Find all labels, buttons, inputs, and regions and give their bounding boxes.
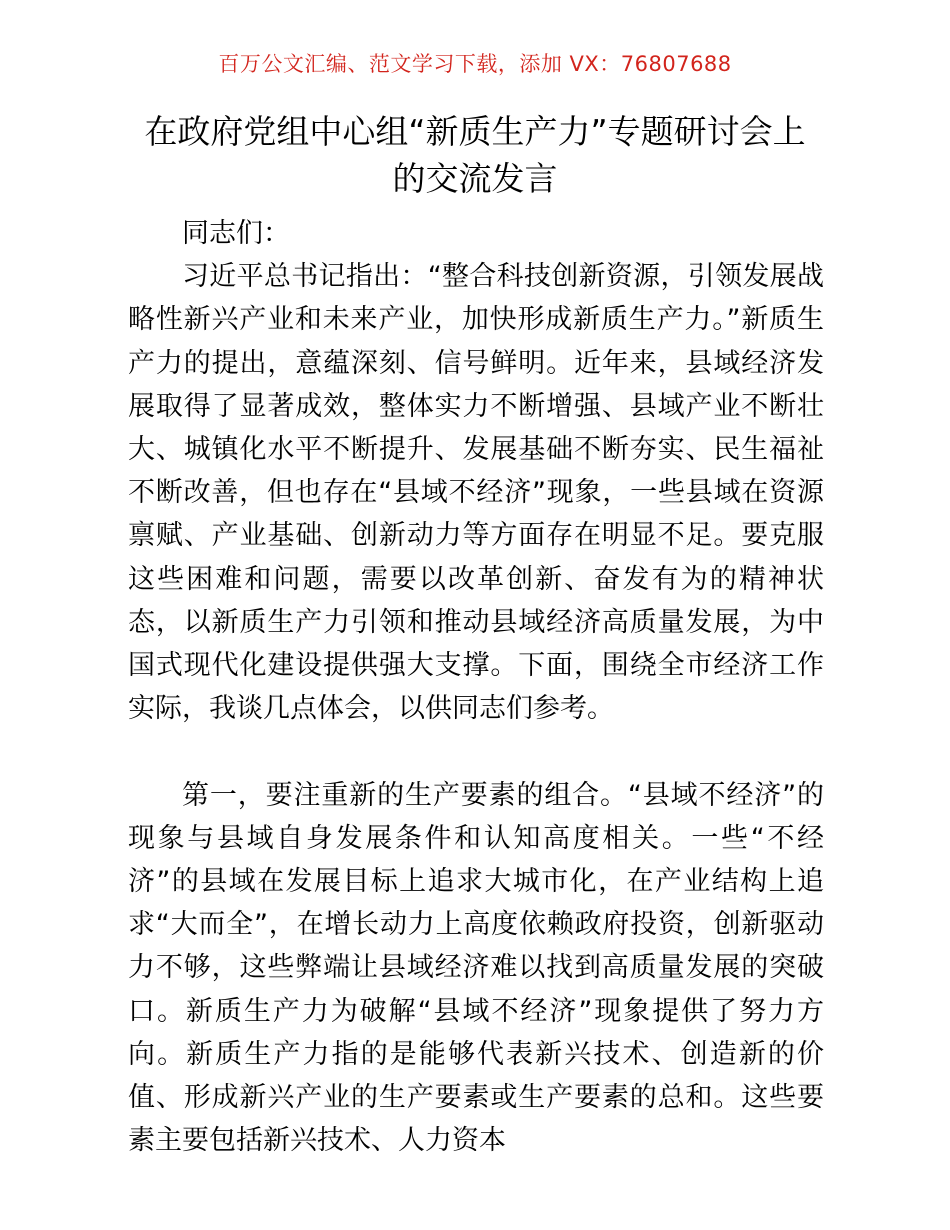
promo-header-text: 百万公文汇编、范文学习下载，添加 VX：76807688 [218, 52, 732, 76]
document-title: 在政府党组中心组“新质生产力”专题研讨会上的交流发言 [144, 112, 806, 198]
paragraph-2: 第一，要注重新的生产要素的组合。“县域不经济”的现象与县域自身发展条件和认知高度相关。一些“不经济”的县域在发展目标上追求大城市化，在产业结构上追求“大而全”，在增长动力上高度依赖政府投资，创新驱动力不够，这些弊端让县域经济难以找到高质量发展的突破口。新质生产力为破解“县域不经济”现象提供了努力方向。新质生产力指的是能够代表新兴技术、创造新的价值、形成新兴产业的生产要素或生产要素的总和。这些要素主要包括新兴技术、人力资本 [128, 779, 824, 1157]
salutation-line: 同志们： [182, 218, 290, 249]
document-body [128, 212, 824, 1162]
paragraph-spacer [128, 730, 824, 773]
paragraph-1: 习近平总书记指出：“整合科技创新资源，引领发展战略性新兴产业和未来产业，加快形成新质生产力。”新质生产力的提出，意蕴深刻、信号鲜明。近年来，县域经济发展取得了显著成效，整体实力不断增强、县域产业不断壮大、城镇化水平不断提升、发展基础不断夯实、民生福祉不断改善，但也存在“县域不经济”现象，一些县域在资源禀赋、产业基础、创新动力等方面存在明显不足。要克服这些困难和问题，需要以改革创新、奋发有为的精神状态，以新质生产力引领和推动县域经济高质量发展，为中国式现代化建设提供强大支撑。下面，围绕全市经济工作实际，我谈几点体会，以供同志们参考。 [128, 261, 824, 725]
